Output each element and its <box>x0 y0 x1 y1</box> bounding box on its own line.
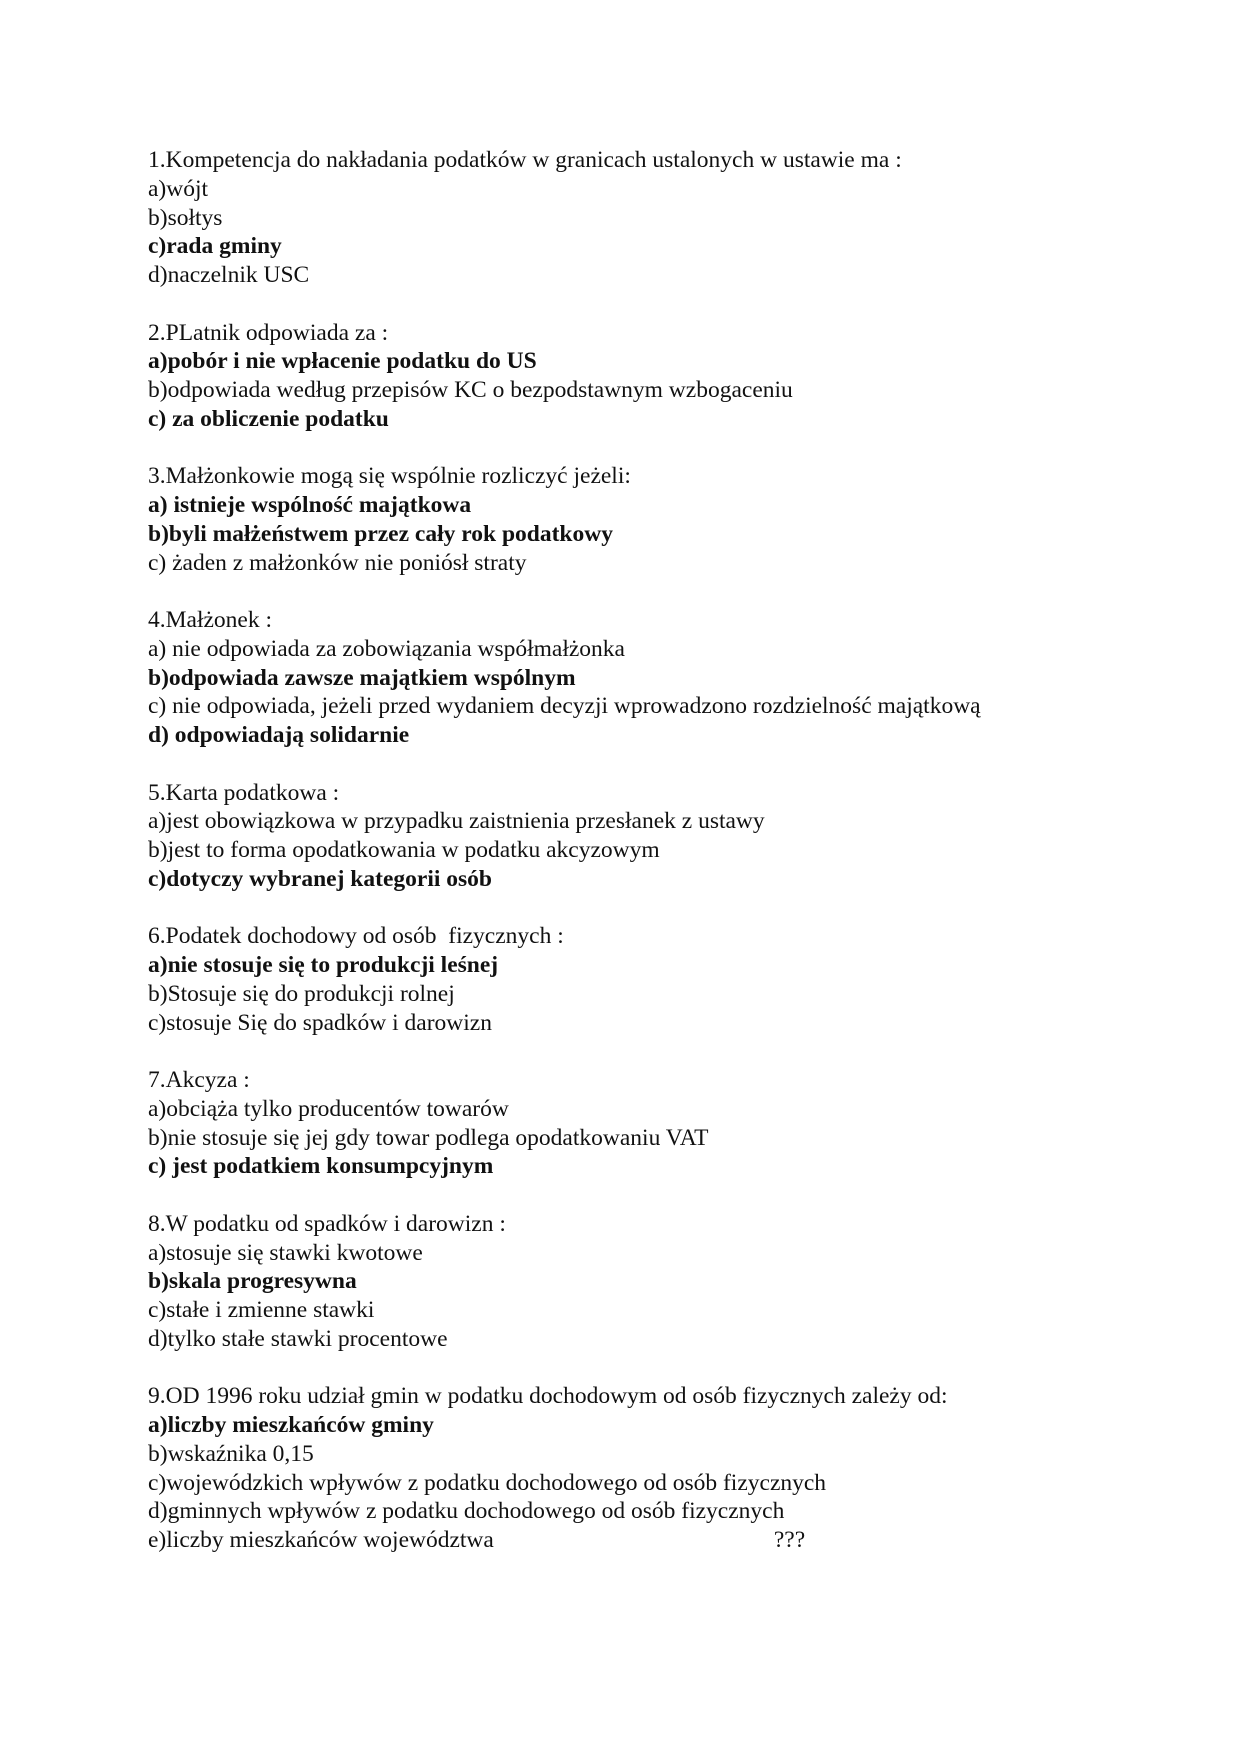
question-text: 3.Małżonkowie mogą się wspólnie rozliczyć jeżeli: <box>148 463 631 490</box>
answer-text: a) nie odpowiada za zobowiązania współmałżonka <box>148 635 625 662</box>
answer-option-marked <box>148 520 1148 549</box>
answer-option <box>148 1239 1148 1268</box>
answer-text: a)pobór i nie wpłacenie podatku do US <box>148 348 537 375</box>
answer-text: c)wojewódzkich wpływów z podatku dochodowego od osób fizycznych <box>148 1469 827 1496</box>
answer-text: d) odpowiadają solidarnie <box>148 722 410 748</box>
question-text: 8.W podatku od spadków i darowizn : <box>148 1210 506 1237</box>
answer-option <box>148 1124 1148 1153</box>
answer-option-marked <box>148 491 1148 520</box>
quiz-content <box>148 146 1148 1584</box>
answer-text: b)odpowiada według przepisów KC o bezpodstawnym wzbogaceniu <box>148 377 793 403</box>
answer-text: c) żaden z małżonków nie poniósł straty <box>148 549 527 576</box>
answer-text: c) nie odpowiada, jeżeli przed wydaniem decyzji wprowadzono rozdzielność majątkową <box>148 693 981 720</box>
question-block <box>148 1382 1148 1555</box>
answer-text: a)nie stosuje się to produkcji leśnej <box>148 952 499 978</box>
answer-option-marked <box>148 664 1148 693</box>
answer-option-marked <box>148 1411 1148 1440</box>
answer-option <box>148 1526 1148 1555</box>
answer-option-marked <box>148 721 1148 750</box>
answer-text: c)rada gminy <box>148 233 282 260</box>
answer-option-marked <box>148 1267 1148 1296</box>
answer-text: c)stałe i zmienne stawki <box>148 1297 375 1323</box>
answer-option-marked <box>148 405 1148 434</box>
answer-option-marked <box>148 1152 1148 1181</box>
answer-text: c)stosuje Się do spadków i darowizn <box>148 1009 492 1036</box>
answer-text: d)gminnych wpływów z podatku dochodowego od osób fizycznych <box>148 1498 785 1525</box>
answer-text: a)liczby mieszkańców gminy <box>148 1412 434 1438</box>
answer-text: a)obciąża tylko producentów towarów <box>148 1095 509 1122</box>
answer-option-marked <box>148 347 1148 376</box>
answer-option <box>148 1095 1148 1124</box>
answer-text: b)odpowiada zawsze majątkiem wspólnym <box>148 664 576 691</box>
answer-option <box>148 549 1148 578</box>
question-text: 7.Akcyza : <box>148 1067 250 1093</box>
answer-text: d)tylko stałe stawki procentowe <box>148 1325 448 1352</box>
answer-text: d)naczelnik USC <box>148 262 310 288</box>
answer-text: c) jest podatkiem konsumpcyjnym <box>148 1153 494 1180</box>
question-block <box>148 319 1148 434</box>
answer-option <box>148 836 1148 865</box>
question-block <box>148 606 1148 750</box>
answer-text: a)wójt <box>148 175 209 202</box>
question-block <box>148 1066 1148 1181</box>
answer-option <box>148 807 1148 836</box>
answer-option <box>148 1325 1148 1354</box>
answer-option <box>148 980 1148 1009</box>
question-text: 5.Karta podatkowa : <box>148 779 340 806</box>
answer-text: a)stosuje się stawki kwotowe <box>148 1239 423 1266</box>
answer-option <box>148 1440 1148 1469</box>
question-text: 1.Kompetencja do nakładania podatków w granicach ustalonych w ustawie ma : <box>148 147 902 173</box>
answer-text: b)wskaźnika 0,15 <box>148 1440 314 1467</box>
question-text: 2.PLatnik odpowiada za : <box>148 319 389 346</box>
answer-option <box>148 261 1148 290</box>
answer-note: ??? <box>773 1527 806 1553</box>
answer-option <box>148 692 1148 721</box>
answer-text: c) za obliczenie podatku <box>148 405 389 432</box>
question-block <box>148 146 1148 290</box>
question-block <box>148 1210 1148 1354</box>
answer-text: e)liczby mieszkańców województwa <box>148 1527 494 1553</box>
answer-option-marked <box>148 951 1148 980</box>
answer-option <box>148 175 1148 204</box>
question-block <box>148 922 1148 1037</box>
question-text: 4.Małżonek : <box>148 607 272 633</box>
answer-text: b)byli małżeństwem przez cały rok podatkowy <box>148 520 613 547</box>
question-text: 6.Podatek dochodowy od osób fizycznych : <box>148 923 564 950</box>
question-text: 9.OD 1996 roku udział gmin w podatku dochodowym od osób fizycznych zależy od: <box>148 1383 948 1410</box>
answer-option <box>148 1497 1148 1526</box>
answer-text: a) istnieje wspólność majątkowa <box>148 492 472 518</box>
answer-text: b)jest to forma opodatkowania w podatku akcyzowym <box>148 837 660 863</box>
answer-text: b)skala progresywna <box>148 1268 357 1295</box>
answer-option-marked <box>148 232 1148 261</box>
answer-option <box>148 376 1148 405</box>
answer-text: b)sołtys <box>148 204 223 231</box>
question-block <box>148 462 1148 577</box>
answer-text: c)dotyczy wybranej kategorii osób <box>148 865 492 892</box>
answer-option <box>148 1469 1148 1498</box>
answer-option <box>148 1296 1148 1325</box>
answer-option <box>148 635 1148 664</box>
answer-text: a)jest obowiązkowa w przypadku zaistnienia przesłanek z ustawy <box>148 808 765 835</box>
answer-text: b)Stosuje się do produkcji rolnej <box>148 980 455 1007</box>
answer-option <box>148 1009 1148 1038</box>
question-block <box>148 779 1148 894</box>
answer-text: b)nie stosuje się jej gdy towar podlega opodatkowaniu VAT <box>148 1124 709 1151</box>
answer-option <box>148 204 1148 233</box>
answer-option-marked <box>148 865 1148 894</box>
